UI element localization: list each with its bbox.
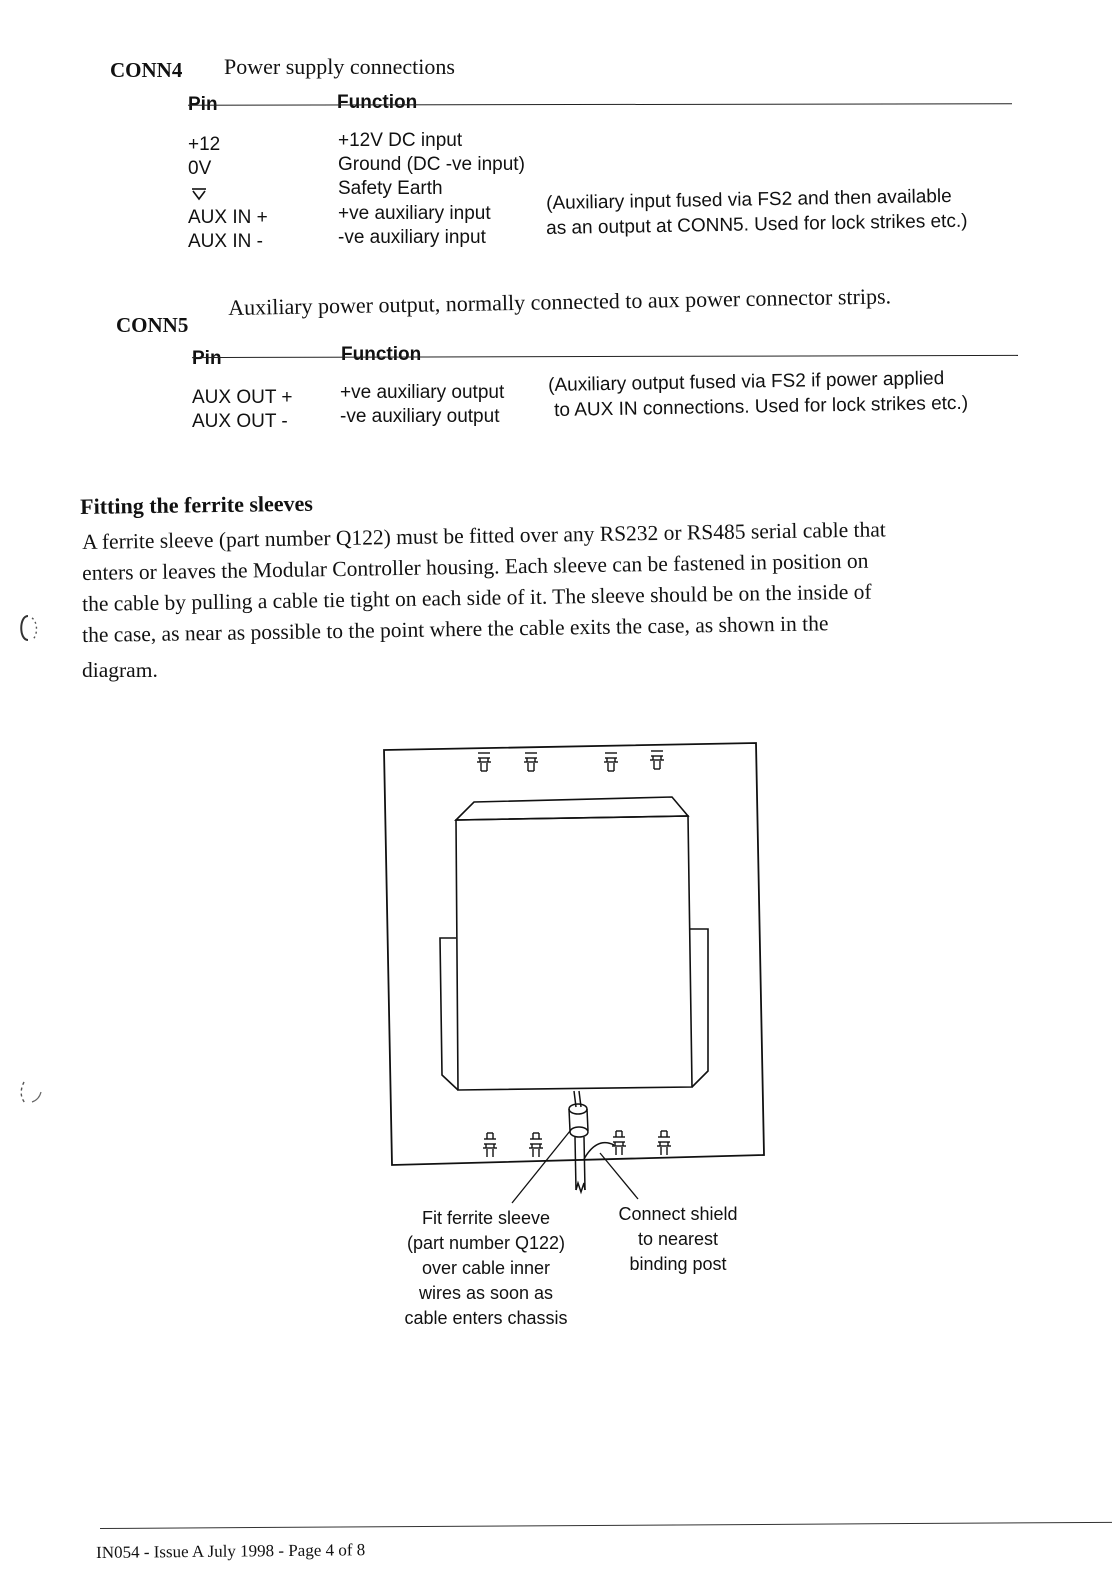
conn5-header-rule	[192, 355, 1018, 358]
conn4-header-rule	[188, 103, 1012, 105]
conn5-pin-row-1: AUX OUT +	[192, 387, 293, 408]
conn5-pin-row-2: AUX OUT -	[192, 411, 288, 432]
conn5-note-line-1: (Auxiliary output fused via FS2 if power applied	[548, 368, 945, 396]
conn4-function-row-1: +12V DC input	[338, 130, 463, 151]
conn4-pin-row-1: +12	[188, 134, 221, 155]
binding-post-icon	[477, 751, 664, 771]
conn5-function-row-1: +ve auxiliary output	[340, 382, 505, 403]
conn4-function-row-3: Safety Earth	[338, 178, 443, 199]
paragraph-line-4: the case, as near as possible to the point where the cable exits the case, as shown in the	[82, 611, 829, 647]
conn4-function-row-5: -ve auxiliary input	[338, 227, 486, 248]
ferrite-diagram	[370, 735, 790, 1205]
cable-with-ferrite	[569, 1091, 614, 1192]
conn4-note-line-2: as an output at CONN5. Used for lock strikes etc.)	[546, 210, 968, 239]
paragraph-line-3: the cable by pulling a cable tie tight on each side of it. The sleeve should be on the inside of	[82, 579, 872, 616]
conn5-header-function: Function	[341, 344, 422, 365]
punch-hole-mark	[14, 1076, 44, 1110]
conn4-description: Power supply connections	[224, 54, 455, 79]
controller-module	[440, 797, 708, 1090]
ferrite-pointer	[512, 1131, 570, 1203]
conn4-pin-row-2: 0V	[188, 158, 212, 179]
footer-rule	[100, 1522, 1112, 1529]
paragraph-line-2: enters or leaves the Modular Controller housing. Each sleeve can be fastened in position on	[82, 548, 869, 585]
page-footer: IN054 - Issue A July 1998 - Page 4 of 8	[96, 1540, 366, 1562]
paragraph-line-5: diagram.	[82, 658, 158, 682]
shield-pointer	[600, 1153, 638, 1199]
ferrite-label: Fit ferrite sleeve (part number Q122) over cable inner wires as soon as cable enters chassis	[404, 1208, 568, 1328]
conn5-title: CONN5	[116, 313, 189, 337]
conn4-title: CONN4	[110, 58, 183, 82]
earth-icon	[190, 186, 210, 202]
conn4-pin-row-5: AUX IN -	[188, 231, 263, 252]
conn4-header-function: Function	[337, 92, 418, 113]
conn5-note-line-2: to AUX IN connections. Used for lock strikes etc.)	[554, 392, 969, 421]
conn4-function-row-4: +ve auxiliary input	[338, 203, 491, 224]
paragraph-line-1: A ferrite sleeve (part number Q122) must be fitted over any RS232 or RS485 serial cable that	[82, 517, 886, 554]
shield-label: Connect shield to nearest binding post	[618, 1204, 738, 1274]
conn4-note-line-1: (Auxiliary input fused via FS2 and then available	[546, 185, 952, 214]
conn4-function-row-2: Ground (DC -ve input)	[338, 154, 525, 175]
conn5-description: Auxiliary power output, normally connected to aux power connector strips.	[228, 283, 892, 320]
conn5-function-row-2: -ve auxiliary output	[340, 406, 500, 427]
conn4-pin-row-4: AUX IN +	[188, 207, 268, 228]
conn5-header-pin: Pin	[192, 348, 222, 369]
conn4-header-pin: Pin	[188, 94, 218, 115]
section-heading: Fitting the ferrite sleeves	[80, 490, 314, 519]
punch-hole-mark	[14, 612, 42, 646]
